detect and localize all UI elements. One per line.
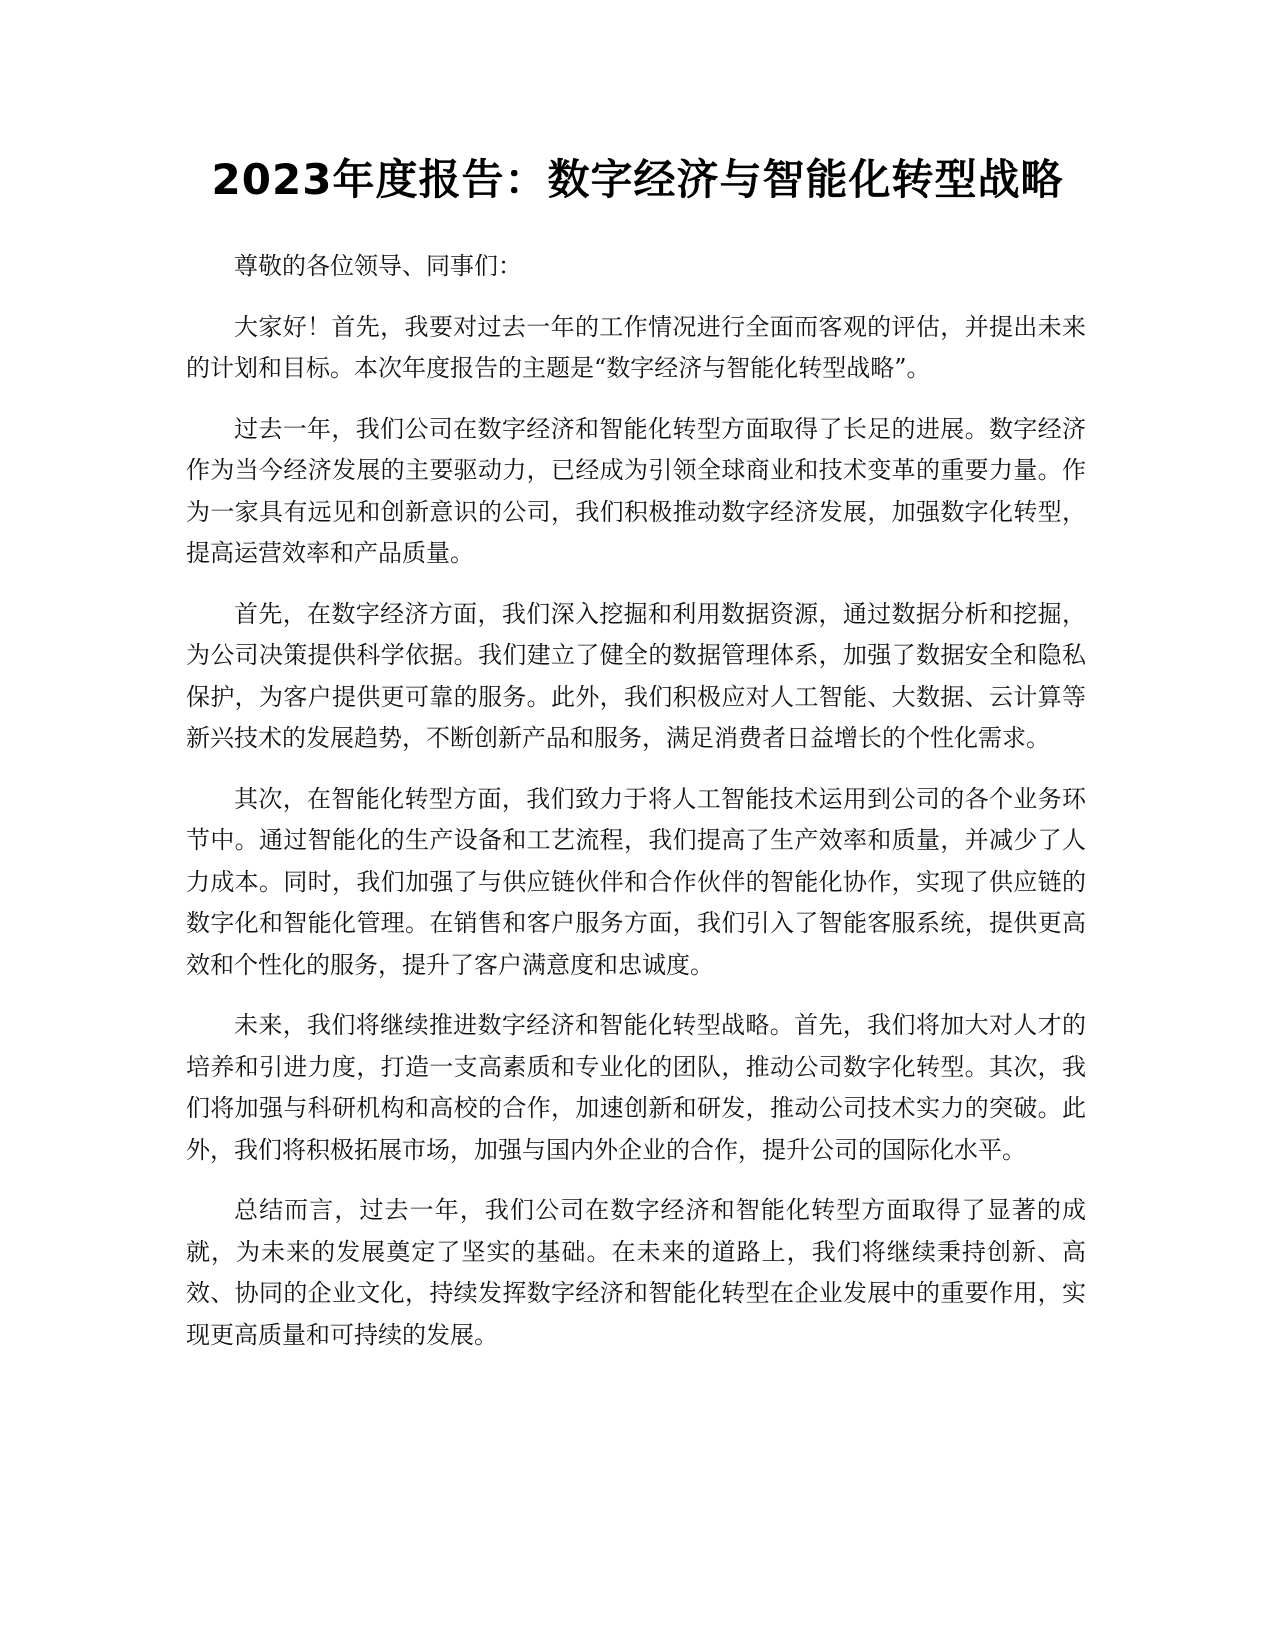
salutation-paragraph: 尊敬的各位领导、同事们： [234,252,522,280]
future-plan-paragraph: 未来，我们将继续推进数字经济和智能化转型战略。首先，我们将加大对人才的培养和引进力度，打造一支高素质和专业化的团队，推动公司数字化转型。其次，我们将加强与科研机构和高校的合作，加速创新和研发，推动公司技术实力的突破。此外，我们将积极拓展市场，加强与国内外企业的合作，提升公司的国际化水平。 [186,1011,1086,1164]
document-title: 2023年度报告：数字经济与智能化转型战略 [211,155,1064,204]
intelligent-transformation-paragraph: 其次，在智能化转型方面，我们致力于将人工智能技术运用到公司的各个业务环节中。通过智能化的生产设备和工艺流程，我们提高了生产效率和质量，并减少了人力成本。同时，我们加强了与供应链伙伴和合作伙伴的智能化协作，实现了供应链的数字化和智能化管理。在销售和客户服务方面，我们引入了智能客服系统，提供更高效和个性化的服务，提升了客户满意度和忠诚度。 [186,784,1086,979]
progress-paragraph: 过去一年，我们公司在数字经济和智能化转型方面取得了长足的进展。数字经济作为当今经济发展的主要驱动力，已经成为引领全球商业和技术变革的重要力量。作为一家具有远见和创新意识的公司，我们积极推动数字经济发展，加强数字化转型，提高运营效率和产品质量。 [186,414,1086,567]
digital-economy-paragraph: 首先，在数字经济方面，我们深入挖掘和利用数据资源，通过数据分析和挖掘，为公司决策提供科学依据。我们建立了健全的数据管理体系，加强了数据安全和隐私保护，为客户提供更可靠的服务。此外，我们积极应对人工智能、大数据、云计算等新兴技术的发展趋势，不断创新产品和服务，满足消费者日益增长的个性化需求。 [186,599,1086,752]
document-body [186,246,1086,1375]
intro-paragraph: 大家好！首先，我要对过去一年的工作情况进行全面而客观的评估，并提出未来的计划和目标。本次年度报告的主题是“数字经济与智能化转型战略”。 [186,312,1086,382]
summary-paragraph: 总结而言，过去一年，我们公司在数字经济和智能化转型方面取得了显著的成就，为未来的发展奠定了坚实的基础。在未来的道路上，我们将继续秉持创新、高效、协同的企业文化，持续发挥数字经济和智能化转型在企业发展中的重要作用，实现更高质量和可持续的发展。 [186,1196,1086,1349]
